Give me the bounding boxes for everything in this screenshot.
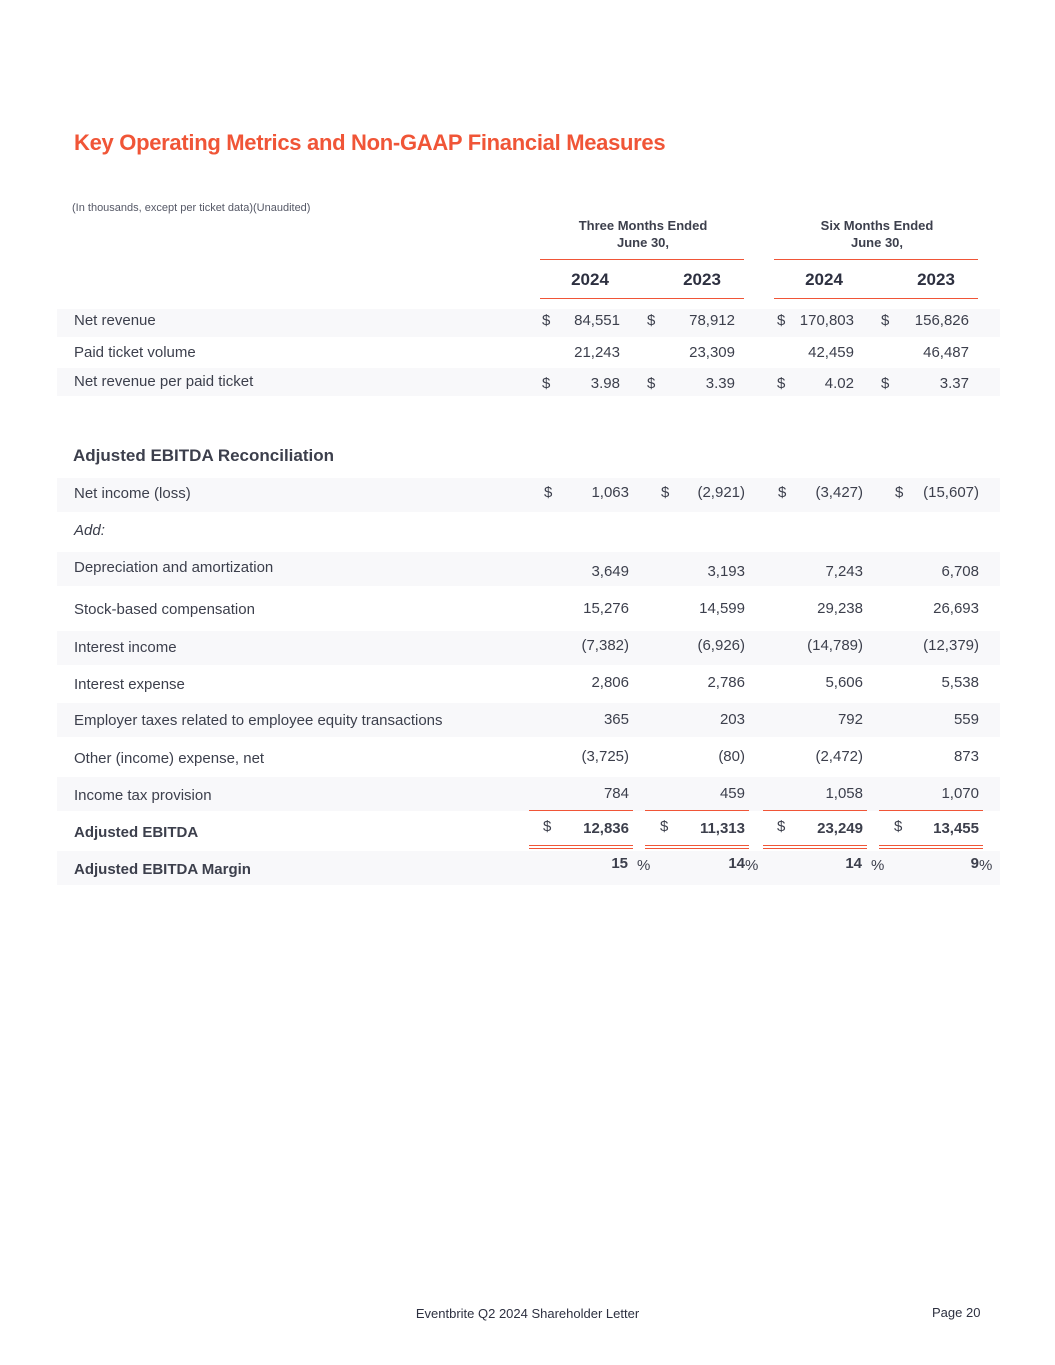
ebitda-value: 3,649 bbox=[591, 563, 629, 580]
year-header: 2024 bbox=[805, 270, 843, 289]
metric-value: 23,309 bbox=[689, 344, 735, 361]
ebitda-value: (2,472) bbox=[815, 748, 863, 765]
year-header: 2024 bbox=[571, 270, 609, 289]
ebitda-value: 29,238 bbox=[817, 600, 863, 617]
page-title: Key Operating Metrics and Non-GAAP Financial Measures bbox=[74, 130, 666, 155]
double-rule bbox=[529, 848, 633, 849]
metric-value: 170,803 bbox=[799, 312, 854, 329]
double-rule bbox=[879, 845, 983, 846]
ebitda-value: 792 bbox=[837, 711, 863, 728]
ebitda-value: 5,538 bbox=[941, 674, 979, 691]
ebitda-value: 5,606 bbox=[825, 674, 863, 691]
currency-sign: $ bbox=[543, 818, 552, 835]
ebitda-value: 7,243 bbox=[825, 563, 863, 580]
ebitda-value: (6,926) bbox=[697, 637, 745, 654]
ebitda-value: 6,708 bbox=[941, 563, 979, 580]
ebitda-row-label: Net income (loss) bbox=[74, 485, 191, 502]
page-number bbox=[932, 1305, 980, 1320]
ebitda-row-label: Interest expense bbox=[74, 676, 185, 693]
ebitda-row-label: Employer taxes related to employee equity transactions bbox=[74, 712, 443, 729]
currency-sign: $ bbox=[542, 375, 551, 392]
margin-value: 14 bbox=[845, 855, 862, 872]
percent-sign: % bbox=[637, 857, 651, 874]
double-rule bbox=[529, 845, 633, 846]
ebitda-value: 3,193 bbox=[707, 563, 745, 580]
six-months-rule bbox=[774, 259, 978, 260]
ebitda-value: 1,058 bbox=[825, 785, 863, 802]
ebitda-value: (7,382) bbox=[581, 637, 629, 654]
currency-sign: $ bbox=[881, 312, 890, 329]
metric-value: 21,243 bbox=[574, 344, 620, 361]
three-months-text: Three Months Ended June 30, bbox=[578, 218, 708, 250]
currency-sign: $ bbox=[881, 375, 890, 392]
metric-label: Paid ticket volume bbox=[74, 344, 196, 361]
ebitda-value: (2,921) bbox=[697, 484, 745, 501]
double-rule bbox=[763, 848, 867, 849]
ebitda-row-label: Stock-based compensation bbox=[74, 601, 255, 618]
metric-value: 156,826 bbox=[914, 312, 969, 329]
year-header: 2023 bbox=[917, 270, 955, 289]
metric-label: Net revenue per paid ticket bbox=[74, 373, 254, 390]
currency-sign: $ bbox=[895, 484, 904, 501]
ebitda-row-label: Other (income) expense, net bbox=[74, 750, 265, 767]
currency-sign: $ bbox=[661, 484, 670, 501]
ebitda-value: (15,607) bbox=[923, 484, 979, 501]
ebitda-value: 26,693 bbox=[933, 600, 979, 617]
currency-sign: $ bbox=[778, 484, 787, 501]
ebitda-value: 14,599 bbox=[699, 600, 745, 617]
year-rule bbox=[774, 298, 978, 299]
margin-value: 14 bbox=[728, 855, 745, 872]
ebitda-value: 873 bbox=[953, 748, 979, 765]
year-header: 2023 bbox=[683, 270, 721, 289]
double-rule bbox=[645, 848, 749, 849]
currency-sign: $ bbox=[544, 484, 553, 501]
six-months-header bbox=[782, 217, 972, 251]
ebitda-value: (3,725) bbox=[581, 748, 629, 765]
currency-sign: $ bbox=[647, 312, 656, 329]
ebitda-value: (80) bbox=[718, 748, 745, 765]
row-band bbox=[57, 309, 1000, 337]
ebitda-value: (3,427) bbox=[815, 484, 863, 501]
ebitda-value: 2,786 bbox=[707, 674, 745, 691]
adjusted-ebitda-value: 13,455 bbox=[933, 820, 979, 837]
ebitda-value: 1,063 bbox=[591, 484, 629, 501]
adjusted-ebitda-label: Adjusted EBITDA bbox=[74, 824, 199, 841]
ebitda-value: 559 bbox=[953, 711, 979, 728]
ebitda-value: (12,379) bbox=[923, 637, 979, 654]
double-rule bbox=[763, 845, 867, 846]
double-rule bbox=[645, 845, 749, 846]
total-rule bbox=[645, 810, 749, 811]
double-rule bbox=[879, 848, 983, 849]
page-number-value: 20 bbox=[966, 1305, 981, 1320]
section-title: Adjusted EBITDA Reconciliation bbox=[73, 446, 335, 465]
ebitda-value: 1,070 bbox=[941, 785, 979, 802]
metric-value: 46,487 bbox=[923, 344, 969, 361]
add-label: Add: bbox=[74, 522, 105, 539]
total-rule bbox=[529, 810, 633, 811]
units-note: (In thousands, except per ticket data)(Unaudited) bbox=[72, 202, 311, 214]
margin-value: 15 bbox=[611, 855, 628, 872]
ebitda-row-label: Income tax provision bbox=[74, 787, 212, 804]
currency-sign: $ bbox=[777, 375, 786, 392]
metric-value: 3.37 bbox=[939, 375, 969, 392]
ebitda-value: 203 bbox=[719, 711, 745, 728]
metric-label: Net revenue bbox=[74, 312, 156, 329]
total-rule bbox=[763, 810, 867, 811]
ebitda-value: 784 bbox=[603, 785, 629, 802]
metric-value: 4.02 bbox=[824, 375, 854, 392]
year-rule bbox=[540, 298, 744, 299]
currency-sign: $ bbox=[660, 818, 669, 835]
metric-value: 42,459 bbox=[808, 344, 854, 361]
three-months-header bbox=[548, 217, 738, 251]
currency-sign: $ bbox=[777, 818, 786, 835]
ebitda-value: 365 bbox=[603, 711, 629, 728]
ebitda-row-label: Depreciation and amortization bbox=[74, 559, 274, 576]
percent-sign: % bbox=[745, 857, 759, 874]
percent-sign: % bbox=[979, 857, 993, 874]
currency-sign: $ bbox=[894, 818, 903, 835]
adjusted-ebitda-value: 11,313 bbox=[699, 820, 745, 837]
metric-value: 84,551 bbox=[574, 312, 620, 329]
margin-label: Adjusted EBITDA Margin bbox=[74, 861, 251, 878]
page-label: Page bbox=[932, 1305, 963, 1320]
percent-sign: % bbox=[871, 857, 885, 874]
ebitda-row-label: Interest income bbox=[74, 639, 177, 656]
margin-value: 9 bbox=[970, 855, 979, 872]
total-rule bbox=[879, 810, 983, 811]
currency-sign: $ bbox=[542, 312, 551, 329]
six-months-text: Six Months Ended June 30, bbox=[820, 218, 934, 250]
currency-sign: $ bbox=[647, 375, 656, 392]
currency-sign: $ bbox=[777, 312, 786, 329]
adjusted-ebitda-value: 12,836 bbox=[583, 820, 629, 837]
adjusted-ebitda-value: 23,249 bbox=[817, 820, 863, 837]
ebitda-value: 15,276 bbox=[583, 600, 629, 617]
three-months-rule bbox=[540, 259, 744, 260]
footer-title: Eventbrite Q2 2024 Shareholder Letter bbox=[415, 1306, 640, 1321]
ebitda-value: 2,806 bbox=[591, 674, 629, 691]
metric-value: 78,912 bbox=[689, 312, 735, 329]
ebitda-value: (14,789) bbox=[807, 637, 863, 654]
ebitda-value: 459 bbox=[719, 785, 745, 802]
metric-value: 3.39 bbox=[705, 375, 735, 392]
metric-value: 3.98 bbox=[590, 375, 620, 392]
